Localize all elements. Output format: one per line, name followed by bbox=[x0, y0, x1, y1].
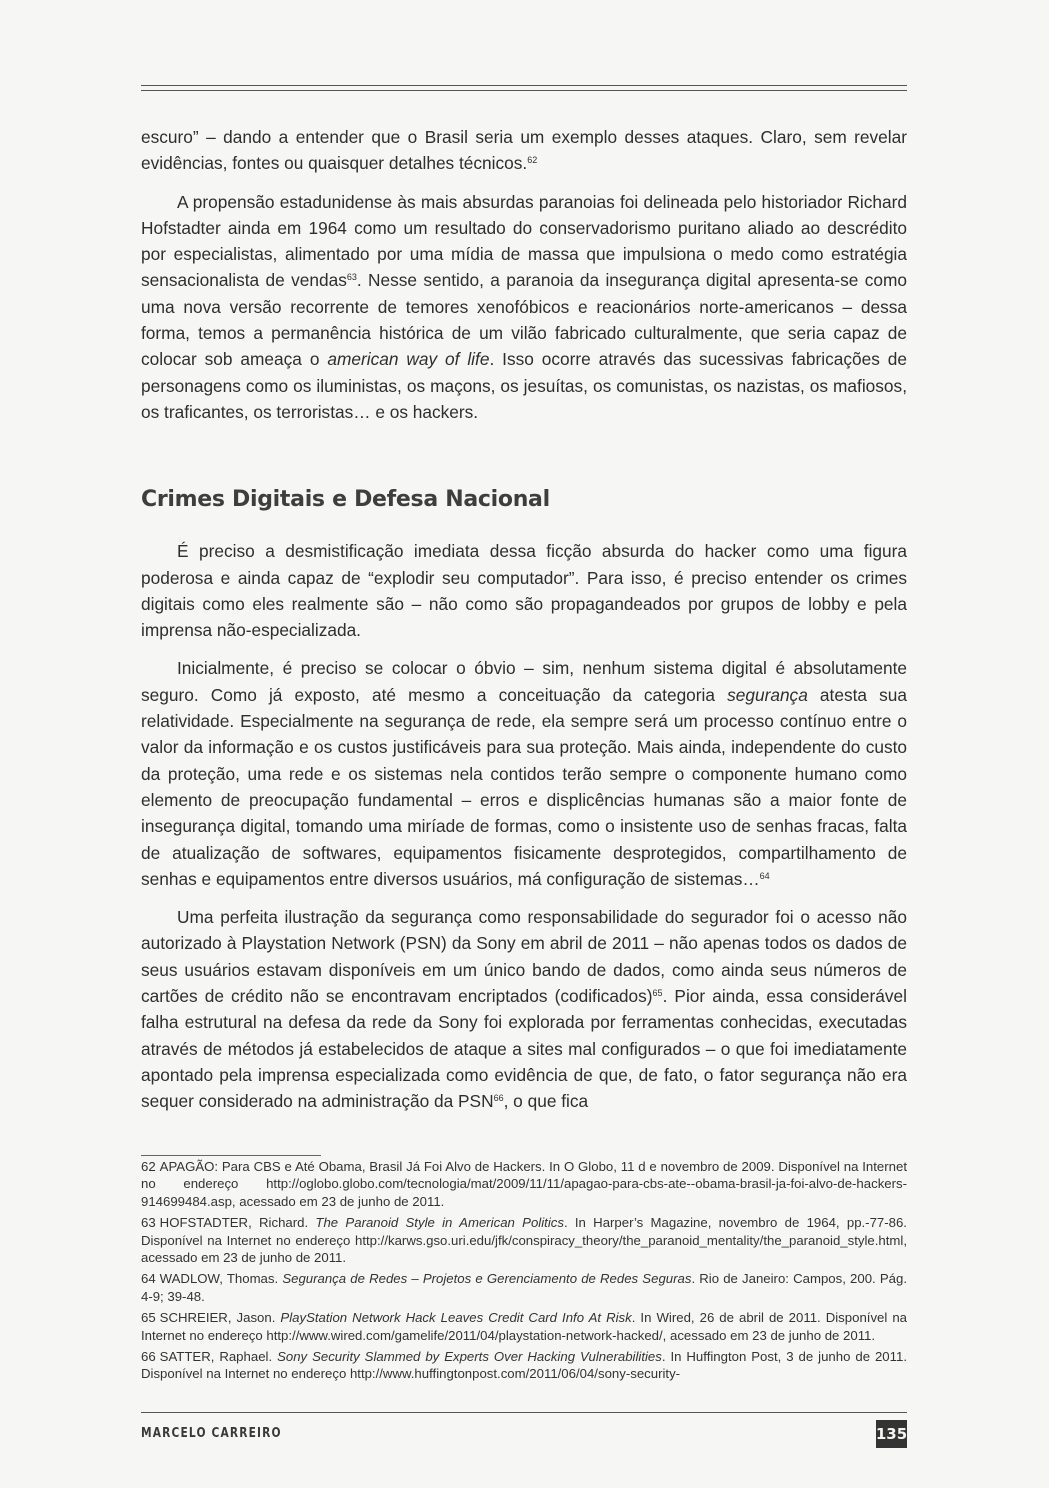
footnote-number: 64 bbox=[141, 1271, 156, 1287]
footnote-ref: 64 bbox=[759, 870, 770, 881]
text-run: . Pior ainda, essa considerável falha estrutural na defesa da rede da Sony foi explorada por ferramentas conhecidas, executadas através de métodos já estabelecidos de ataque a sites mal configurados – o que foi imediatamente apontado pela imprensa especializada como evidência de que, de fato, o fator segurança não era sequer considerado na administração da PSN bbox=[141, 986, 907, 1112]
text-run: HOFSTADTER, Richard. bbox=[159, 1215, 316, 1231]
text-run: A propensão estadunidense às mais absurdas paranoias foi delineada pelo historiador Richard Hofstadter ainda em 1964 como um resultado do conservadorismo puritano aliado ao descrédito por especialistas, alimentado por uma mídia de massa que impulsiona o medo como estratégia sensacionalista de vendas bbox=[141, 191, 907, 291]
section-title: Crimes Digitais e Defesa Nacional bbox=[141, 487, 550, 513]
italic-text: Segurança de Redes – Projetos e Gerenciamento de Redes Seguras bbox=[282, 1271, 692, 1287]
italic-text: american way of life bbox=[327, 349, 490, 370]
footnote-ref: 65 bbox=[652, 988, 663, 999]
text-run: . Nesse sentido, a paranoia da insegurança digital apresenta-se como uma nova versão recorrente de temores xenofóbicos e reacionários norte-americanos – dessa forma, temos a permanência histórica de um vilão fabricado culturalmente, que seria capaz de colocar sob ameaça o bbox=[141, 270, 907, 370]
text-run: É preciso a desmistificação imediata dessa ficção absurda do hacker como uma figura poderosa e ainda capaz de “explodir seu computador”. Para isso, é preciso entender os crimes digitais como eles realmente são – não como são propagandeados por grupos de lobby e pela imprensa não-especializada. bbox=[141, 541, 907, 641]
footnote bbox=[141, 1214, 907, 1266]
italic-text: PlayStation Network Hack Leaves Credit Card Info At Risk bbox=[280, 1310, 632, 1326]
text-run: SCHREIER, Jason. bbox=[159, 1310, 281, 1326]
footer-rule bbox=[141, 1412, 907, 1413]
text-run: Inicialmente, é preciso se colocar o óbvio – sim, nenhum sistema digital é absolutamente seguro. Como já exposto, até mesmo a conceituação da categoria bbox=[141, 658, 907, 705]
text-run: atesta sua relatividade. Especialmente na segurança de rede, ela sempre será um processo contínuo entre o valor da informação e os custos justificáveis para sua proteção. Mais ainda, independente do custo da proteção, uma rede e os sistemas nela contidos terão sempre o componente humano como elemento de preocupação fundamental – erros e displicências humanas são a maior fonte de insegurança digital, tomando uma miríade de formas, como o insistente uso de senhas fracas, falta de atualização de softwares, equipamentos fisicamente desprotegidos, compartilhamento de senhas e equipamentos entre diversos usuários, má configuração de sistemas… bbox=[141, 684, 907, 889]
text-run: . In Huffington Post, 3 de junho de 2011. Disponível na Internet no endereço http://www.huffingtonpost.com/2011/06/04/sony-security- bbox=[141, 1349, 907, 1382]
footnote-number: 62 bbox=[141, 1159, 156, 1174]
footnote-ref: 66 bbox=[493, 1093, 504, 1104]
body-paragraph bbox=[141, 538, 907, 643]
text-run: . In Harper’s Magazine, novembro de 1964, pp.-77-86. Disponível na Internet no endereço http://karws.gso.uri.edu/jfk/conspiracy_theory/the_paranoid_mentality/the_paranoid_style.html, acessado em 23 de junho de 2011. bbox=[141, 1215, 907, 1266]
footer-author: MARCELO CARREIRO bbox=[141, 1426, 282, 1441]
text-run: escuro” – dando a entender que o Brasil seria um exemplo desses ataques. Claro, sem revelar evidências, fontes ou quaisquer detalhes técnicos. bbox=[141, 127, 907, 174]
italic-text: The Paranoid Style in American Politics bbox=[315, 1215, 564, 1231]
footnote-number: 63 bbox=[141, 1215, 156, 1231]
text-run: . Isso ocorre através das sucessivas fabricações de personagens como os iluministas, os maçons, os jesuítas, os comunistas, os nazistas, os mafiosos, os traficantes, os terroristas… e os hackers. bbox=[141, 349, 908, 422]
italic-text: Sony Security Slammed by Experts Over Hacking Vulnerabilities bbox=[277, 1349, 662, 1365]
footnote bbox=[141, 1348, 907, 1383]
footnote-number: 65 bbox=[141, 1310, 156, 1326]
header-rule-second bbox=[141, 90, 907, 91]
footnote bbox=[141, 1309, 907, 1344]
footnote-ref: 63 bbox=[346, 272, 357, 283]
footnote bbox=[141, 1158, 907, 1210]
body-paragraph bbox=[141, 124, 907, 177]
text-run: WADLOW, Thomas. bbox=[159, 1271, 283, 1287]
paragraphs-top bbox=[141, 124, 907, 425]
text-run: APAGÃO: Para CBS e Até Obama, Brasil Já Foi Alvo de Hackers. In O Globo, 11 d e novembro de 2009. Disponível na Internet no endereço http://oglobo.globo.com/tecnologia/mat/2009/11/11/apagao-para-cbs-ate--obama-brasil-ja-foi-alvo-de-hackers-914699484.asp, acessado em 23 de junho de 2011. bbox=[141, 1159, 907, 1209]
footnote-ref: 62 bbox=[527, 155, 538, 166]
body-paragraph bbox=[141, 655, 907, 892]
footnote-separator bbox=[141, 1155, 321, 1156]
body-paragraph bbox=[141, 904, 907, 1114]
text-run: SATTER, Raphael. bbox=[159, 1349, 278, 1365]
paragraphs-bottom bbox=[141, 538, 907, 1114]
text-run: , o que fica bbox=[503, 1091, 589, 1112]
footnotes bbox=[141, 1158, 907, 1387]
main-content bbox=[141, 124, 907, 1127]
text-run: . Rio de Janeiro: Campos, 200. Pág. 4-9; 39-48. bbox=[141, 1271, 907, 1304]
body-paragraph bbox=[141, 189, 907, 426]
italic-text: segurança bbox=[727, 684, 808, 705]
footnote-number: 66 bbox=[141, 1349, 156, 1365]
text-run: . In Wired, 26 de abril de 2011. Disponível na Internet no endereço http://www.wired.com/gamelife/2011/04/playstation-network-hacked/, acessado em 23 de junho de 2011. bbox=[141, 1310, 908, 1343]
page-number: 135 bbox=[876, 1420, 907, 1448]
text-run: Uma perfeita ilustração da segurança como responsabilidade do segurador foi o acesso não autorizado à Playstation Network (PSN) da Sony em abril de 2011 – não apenas todos os dados de seus usuários estavam disponíveis em um único bando de dados, como ainda seus números de cartões de crédito não se encontravam encriptados (codificados) bbox=[141, 907, 907, 1007]
footnote bbox=[141, 1270, 907, 1305]
header-rule bbox=[141, 85, 907, 86]
